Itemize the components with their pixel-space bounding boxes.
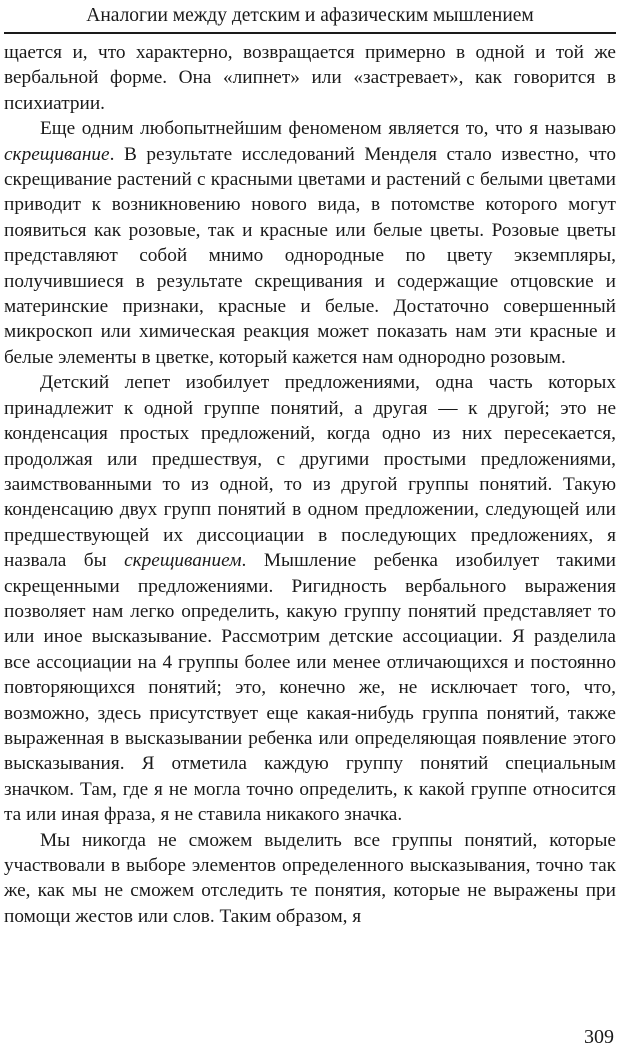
paragraph-text: . Мышление ребенка изобилует такими скрещенными предложениями. Ригидность вербального выражения позволяет нам легко определить, какую группу понятий представляет то или иное высказывание. Рассмотрим детские ассоциации. Я разделила все ассоциации на 4 группы более или менее отличающихся и постоянно повторяющихся понятий; это, конечно же, не исключает того, что, возможно, здесь присутствует еще какая-нибудь группа понятий, также выраженная в высказывании ребенка или определяющая появление этого высказывания. Я отметила каждую группу понятий специальным значком. Там, где я не могла точно определить, к какой группе относится та или иная фраза, я не ставила никакого значка. bbox=[4, 550, 617, 826]
body-text bbox=[4, 40, 616, 929]
paragraph-3 bbox=[4, 370, 616, 827]
paragraph-text: Мы никогда не сможем выделить все группы понятий, которые участвовали в выборе элементов определенного высказывания, точно так же, как мы не сможем отследить те понятия, которые не выражены при помощи жестов или слов. Таким образом, я bbox=[4, 829, 616, 927]
paragraph-4 bbox=[4, 828, 616, 930]
paragraph-text: Детский лепет изобилует предложениями, одна часть которых принадлежит к одной группе понятий, а другая — к другой; это не конденсация простых предложений, когда одно из них пересекается, продолжая или предшествуя, с другими простыми предложениями, заимствованными то из одной, то из другой группы понятий. Такую конденсацию двух групп понятий в одном предложении, следующей или предшествующей их диссоциации в последующих предложениях, я назвала бы bbox=[4, 372, 616, 572]
paragraph-1 bbox=[4, 40, 616, 116]
header-rule bbox=[4, 32, 616, 34]
italic-term: скрещиванием bbox=[124, 550, 242, 572]
page-number: 309 bbox=[584, 1026, 614, 1048]
running-header: Аналогии между детским и афазическим мышлением bbox=[86, 5, 534, 26]
paragraph-text: Еще одним любопытнейшим феноменом является то, что я называю bbox=[40, 118, 616, 140]
paragraph-text: . В результате исследований Менделя стало известно, что скрещивание растений с красными цветами и растений с белыми цветами приводит к возникновению нового вида, в потомстве которого могут появиться как розовые, так и красные или белые цветы. Розовые цветы представляют собой мнимо однородные по цвету экземпляры, получившиеся в результате скрещивания и содержащие отцовские и материнские признаки, красные и белые. Достаточно совершенный микроскоп или химическая реакция может показать нам эти красные и белые элементы в цветке, который кажется нам однородно розовым. bbox=[4, 143, 616, 368]
paragraph-text: щается и, что характерно, возвращается примерно в одной и той же вербальной форме. Она «липнет» или «застревает», как говорится в психиатрии. bbox=[4, 42, 616, 114]
paragraph-2 bbox=[4, 116, 616, 370]
italic-term: скрещивание bbox=[4, 143, 110, 165]
